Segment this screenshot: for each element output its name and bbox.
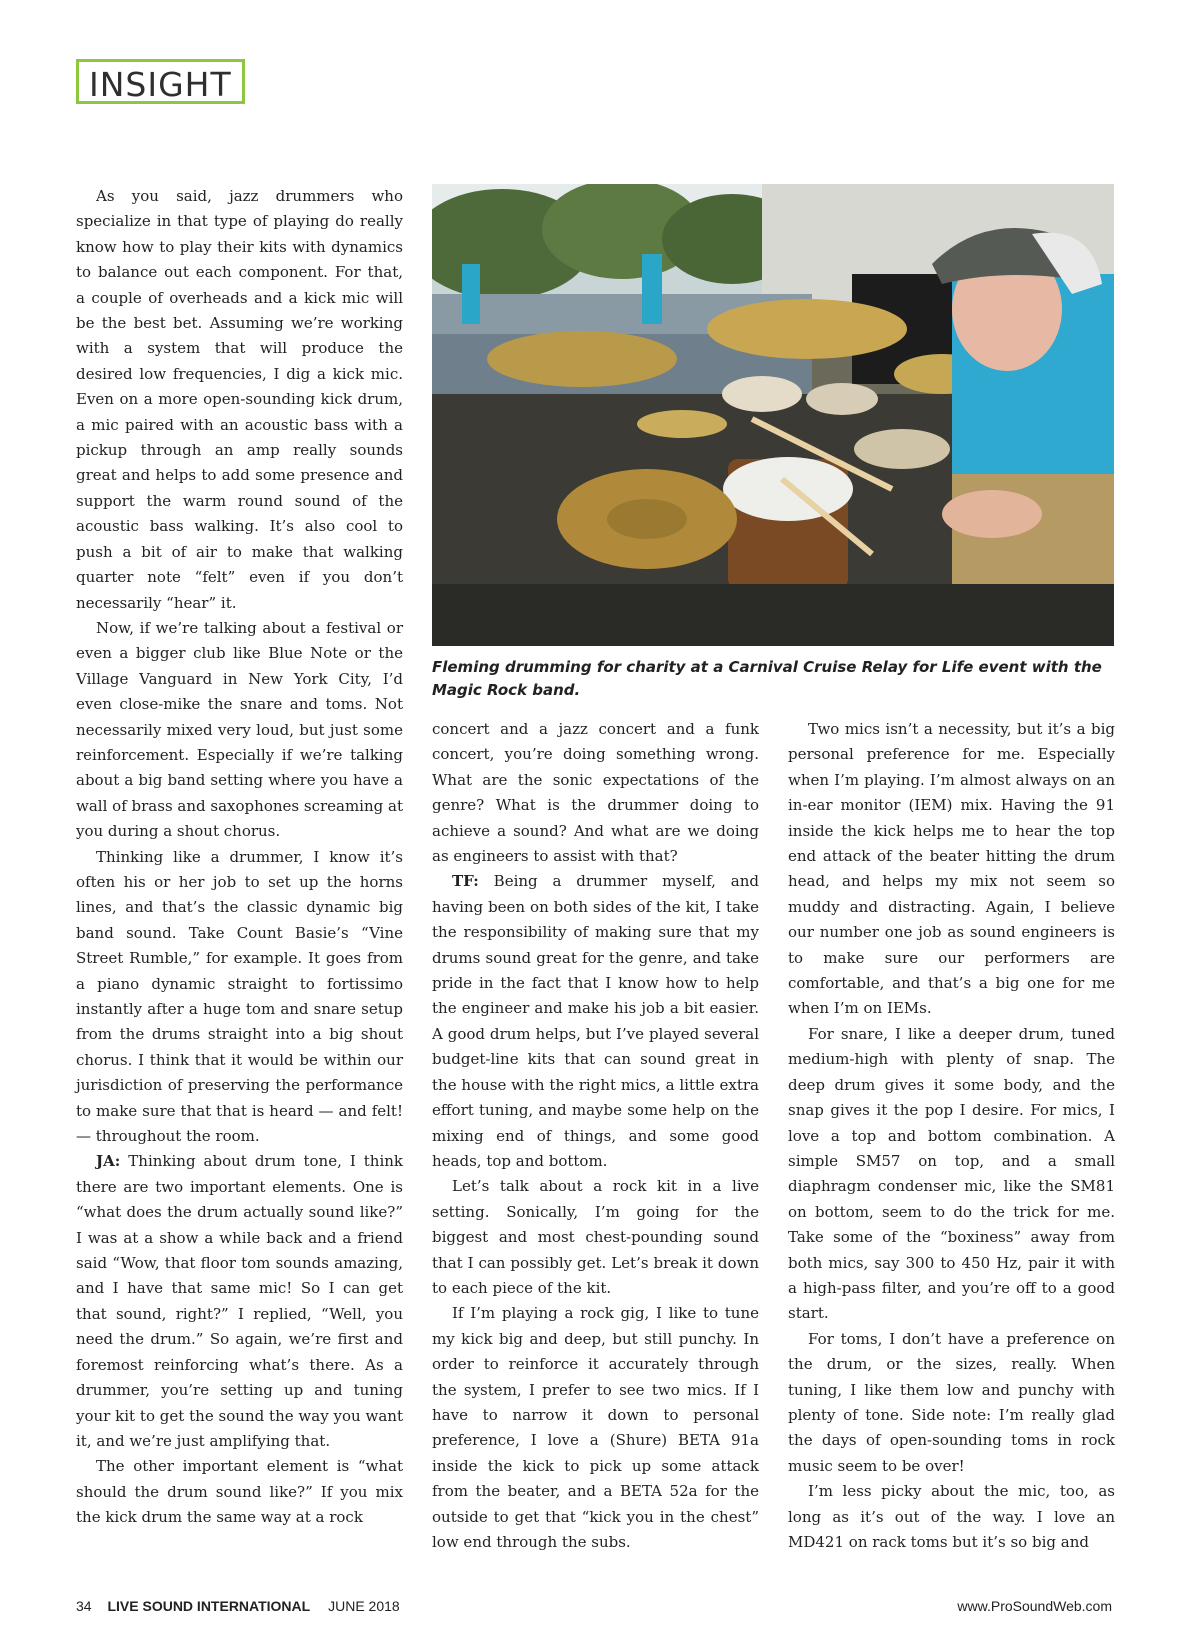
magazine-name: LIVE SOUND INTERNATIONAL — [107, 1598, 311, 1614]
paragraph: I’m less picky about the mic, too, as long as it’s out of the way. I love an MD421 on rack toms but it’s so big and — [788, 1482, 1115, 1551]
paragraph — [432, 869, 759, 1174]
paragraph: As you said, jazz drummers who specialize in that type of playing do really know how to play their kits with dynamics to balance out each component. For that, a couple of overheads and a kick mic will be the best bet. Assuming we’re working with a system that will produce the desired low frequencies, I dig a kick mic. Even on a more open-sounding kick drum, a mic paired with an acoustic bass with a pickup through an amp really sounds great and helps to add some presence and support the warm round sound of the acoustic bass walking. It’s also cool to push a bit of air to make that walking quarter note “felt” even if you don’t necessarily “hear” it. — [76, 187, 403, 612]
page-number: 34 — [76, 1598, 92, 1614]
paragraph: Let’s talk about a rock kit in a live setting. Sonically, I’m going for the biggest and most chest-pounding sound that I can possibly get. Let’s break it down to each piece of the kit. — [432, 1177, 759, 1297]
speaker-label: JA: — [96, 1152, 121, 1171]
speaker-label: TF: — [452, 872, 479, 891]
paragraph: Thinking like a drummer, I know it’s often his or her job to set up the horns lines, and that’s the classic dynamic big band sound. Take Count Basie’s “Vine Street Rumble,” for example. It goes from a piano dynamic straight to fortissimo instantly after a huge tom and snare setup from the drums straight into a big shout chorus. I think that it would be within our jurisdiction of preserving the performance to make sure that that is heard — and felt! — throughout the room. — [76, 847, 403, 1146]
article-column-1 — [76, 184, 403, 1531]
paragraph: Two mics isn’t a necessity, but it’s a big personal preference for me. Especially when I’m playing. I’m almost always on an in-ear monitor (IEM) mix. Having the 91 inside the kick helps me to hear the top end attack of the beater hitting the drum head, and helps my mix not seem so muddy and distracting. Again, I believe our number one job as sound engineers is to make sure our performers are comfortable, and that’s a big one for me when I’m on IEMs. — [788, 720, 1115, 1018]
section-tag: INSIGHT — [76, 59, 245, 104]
website-link[interactable]: www.ProSoundWeb.com — [957, 1598, 1112, 1614]
paragraph: concert and a jazz concert and a funk concert, you’re doing something wrong. What are the sonic expectations of the genre? What is the drummer doing to achieve a sound? And what are we doing as engineers to assist with that? — [432, 720, 759, 866]
paragraph: For snare, I like a deeper drum, tuned medium-high with plenty of snap. The deep drum gives it some body, and the snap gives it the pop I desire. For mics, I love a top and bottom combination. A simple SM57 on top, and a small diaphragm condenser mic, like the SM81 on bottom, seem to do the trick for me. Take some of the “boxiness” away from both mics, say 300 to 450 Hz, pair it with a high-pass filter, and you’re off to a good start. — [788, 1024, 1115, 1323]
article-column-2 — [432, 717, 759, 1555]
photo-caption: Fleming drumming for charity at a Carnival Cruise Relay for Life event with the Magic Rock band. — [432, 658, 1102, 699]
paragraph: For toms, I don’t have a preference on the drum, or the sizes, really. When tuning, I like them low and punchy with plenty of tone. Side note: I’m really glad the days of open-sounding toms in rock music seem to be over! — [788, 1329, 1115, 1475]
photo-illustration — [432, 184, 1114, 646]
issue-date: JUNE 2018 — [328, 1598, 400, 1614]
drummer-photo — [432, 184, 1114, 646]
paragraph — [76, 1149, 403, 1454]
footer-left — [76, 1598, 400, 1614]
paragraph: Now, if we’re talking about a festival or even a bigger club like Blue Note or the Village Vanguard in New York City, I’d even close-mike the snare and toms. Not necessarily mixed very loud, but just some reinforcement. Especially if we’re talking about a big band setting where you have a wall of brass and saxophones screaming at you during a shout chorus. — [76, 618, 403, 841]
paragraph-text: Being a drummer myself, and having been on both sides of the kit, I take the responsibility of making sure that my drums sound great for the genre, and take pride in the fact that I know how to help the engineer and make his job a bit easier. A good drum helps, but I’ve played several budget-line kits that can sound great in the house with the right mics, a little extra effort tuning, and maybe some help on the mixing end of things, and some good heads, top and bottom. — [432, 872, 759, 1170]
article-column-3 — [788, 717, 1115, 1555]
paragraph: The other important element is “what should the drum sound like?” If you mix the kick drum the same way at a rock — [76, 1457, 403, 1527]
paragraph-text: Thinking about drum tone, I think there are two important elements. One is “what does the drum actually sound like?” I was at a show a while back and a friend said “Wow, that floor tom sounds amazing, and I have that same mic! So I can get that sound, right?” I replied, “Well, you need the drum.” So again, we’re first and foremost reinforcing what’s there. As a drummer, you’re setting up and tuning your kit to get the sound the way you want it, and we’re just amplifying that. — [76, 1152, 403, 1450]
paragraph: If I’m playing a rock gig, I like to tune my kick big and deep, but still punchy. In order to reinforce it accurately through the system, I prefer to see two mics. If I have to narrow it down to personal preference, I love a (Shure) BETA 91a inside the kick to pick up some attack from the beater, and a BETA 52a for the outside to get that “kick you in the chest” low end through the subs. — [432, 1304, 759, 1551]
